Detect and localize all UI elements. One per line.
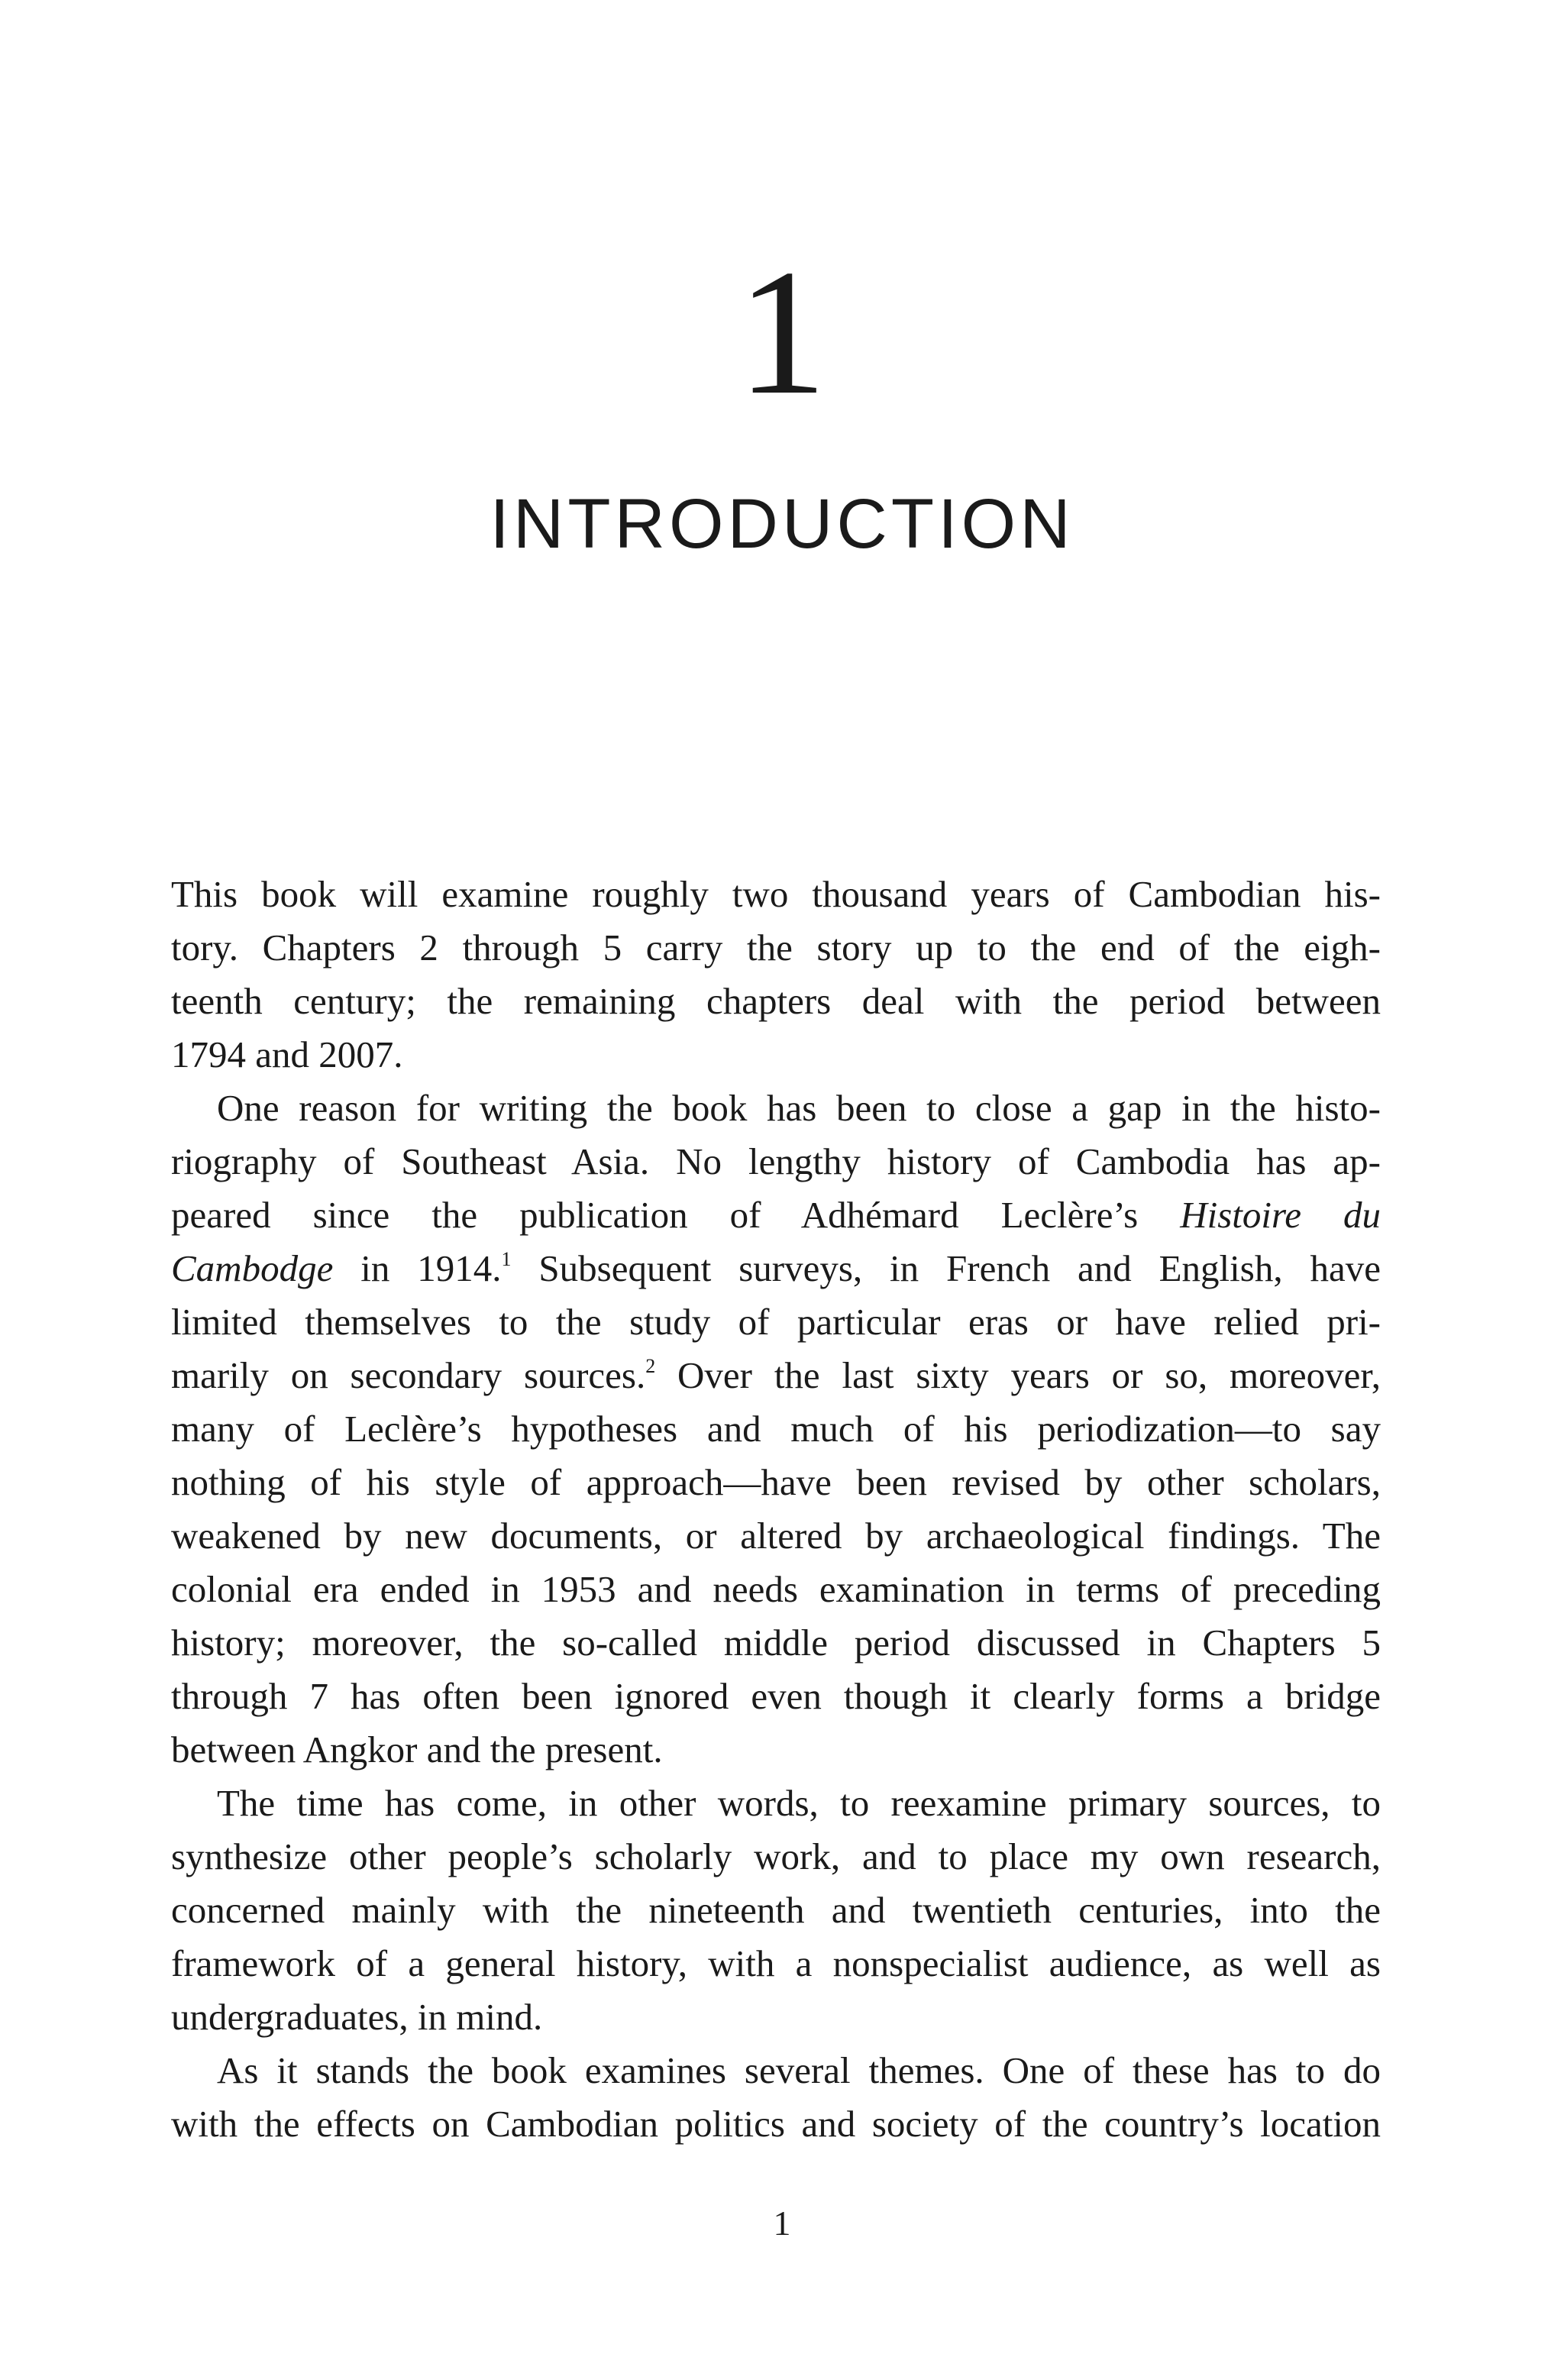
text-line: weakened by new documents, or altered by archaeological findings. The — [171, 1515, 1381, 1557]
chapter-title: INTRODUCTION — [490, 485, 1074, 563]
text-line: between Angkor and the present. — [171, 1728, 663, 1770]
text-line: through 7 has often been ignored even though it clearly forms a bridge — [171, 1675, 1381, 1717]
footnote-marker[interactable]: 1 — [501, 1248, 512, 1270]
text-line — [171, 1349, 1381, 1402]
text-line: with the effects on Cambodian politics and society of the country’s location — [171, 2103, 1381, 2145]
text-line: limited themselves to the study of particular eras or have relied pri- — [171, 1301, 1381, 1343]
text-line: 1794 and 2007. — [171, 1033, 403, 1075]
text-line: tory. Chapters 2 through 5 carry the story up to the end of the eigh- — [171, 926, 1381, 968]
text-line: framework of a general history, with a nonspecialist audience, as well as — [171, 1942, 1381, 1984]
paragraph-3 — [171, 1777, 1381, 2044]
text-segment: Over the last sixty years or so, moreover, — [655, 1354, 1381, 1396]
paragraph-2 — [171, 1082, 1381, 1777]
text-line: teenth century; the remaining chapters deal with the period between — [171, 980, 1381, 1022]
text-line: history; moreover, the so-called middle period discussed in Chapters 5 — [171, 1622, 1381, 1664]
text-line — [171, 1242, 1381, 1295]
text-line: colonial era ended in 1953 and needs examination in terms of preceding — [171, 1568, 1381, 1610]
text-line: One reason for writing the book has been to close a gap in the histo- — [217, 1087, 1381, 1129]
text-line: many of Leclère’s hypotheses and much of his periodization—to say — [171, 1408, 1381, 1450]
paragraph-4 — [171, 2044, 1381, 2151]
book-title-italic: Cambodge — [171, 1247, 334, 1289]
text-line: nothing of his style of approach—have been revised by other scholars, — [171, 1461, 1381, 1503]
text-line: This book will examine roughly two thousand years of Cambodian his- — [171, 873, 1381, 915]
text-line: undergraduates, in mind. — [171, 1996, 543, 2038]
text-segment: in 1914. — [333, 1247, 502, 1289]
paragraph-1 — [171, 868, 1381, 1082]
text-line: As it stands the book examines several themes. One of these has to do — [217, 2049, 1381, 2091]
page-number: 1 — [773, 2204, 791, 2243]
text-segment: Subsequent surveys, in French and English, have — [511, 1247, 1381, 1289]
text-line: concerned mainly with the nineteenth and twentieth centuries, into the — [171, 1889, 1381, 1931]
text-line: The time has come, in other words, to reexamine primary sources, to — [217, 1782, 1381, 1824]
footnote-marker[interactable]: 2 — [645, 1355, 656, 1377]
text-segment: marily on secondary sources. — [171, 1354, 646, 1396]
body-text — [171, 868, 1381, 2151]
chapter-number: 1 — [737, 233, 827, 432]
text-line: synthesize other people’s scholarly work, and to place my own research, — [171, 1835, 1381, 1877]
text-segment: peared since the publication of Adhémard Leclère’s — [171, 1194, 1181, 1236]
text-line — [171, 1188, 1381, 1242]
text-line: riography of Southeast Asia. No lengthy history of Cambodia has ap- — [171, 1140, 1381, 1182]
book-title-italic: Histoire du — [1180, 1194, 1381, 1236]
